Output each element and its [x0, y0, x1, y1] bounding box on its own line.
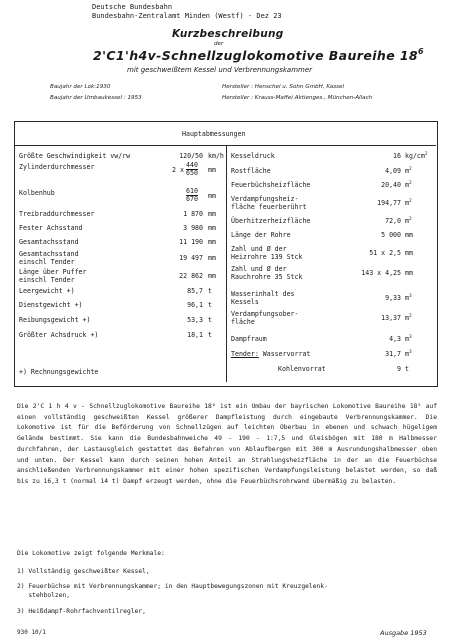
spec-unit: $m^2$ [405, 167, 412, 175]
spec-label: Kesseldruck [231, 152, 275, 160]
spec-label-2: Rauchrohre 35 Stck [231, 273, 303, 281]
spec-label: Rostfläche [231, 167, 271, 175]
features-intro: Die Lokomotive zeigt folgende Merkmale: [17, 550, 165, 557]
spec-value: 4,09 [385, 167, 401, 175]
spec-label: Zahl und Ø der [231, 245, 287, 253]
feature-item: 2) Feuerbüchse mit Verbrennungskammer; in den Hauptbewegungszonen mit Kreuzgelenk- [17, 583, 328, 590]
spec-label: Verdampfungsober- [231, 310, 299, 318]
spec-value: 16 [393, 152, 401, 160]
spec-value: 194,77 [377, 199, 401, 207]
locomotive-subtitle: mit geschweißtem Kessel und Verbrennungskammer [127, 66, 313, 74]
spec-value: 18,1 [187, 331, 203, 339]
spec-unit: $kg/cm^2$ [405, 152, 428, 160]
table-column-divider [226, 146, 227, 382]
spec-label-2: Kessels [231, 298, 259, 306]
spec-unit: t [208, 301, 212, 309]
spec-label: Größter Achsdruck +) [19, 331, 99, 339]
spec-label: Treibraddurchmesser [19, 210, 95, 218]
feature-item: 1) Vollständig geschweißter Kessel, [17, 568, 150, 575]
spec-label: Kolbenhub [19, 189, 55, 197]
spec-value: 51 x 2,5 [369, 249, 401, 257]
spec-label: Dampfraum [231, 335, 267, 343]
unit-exponent: 2 [408, 314, 412, 319]
table-footnote: +) Rechnungsgewichte [19, 368, 99, 376]
spec-value: 5 000 [381, 231, 401, 239]
hersteller-2: Hersteller : Krauss-Maffei Aktienges., München-Allach [222, 95, 373, 101]
spec-unit: km/h [208, 152, 224, 160]
spec-value: 11 190 [179, 238, 203, 246]
table-heading: Hauptabmessungen [182, 130, 246, 138]
unit-exponent: 3 [408, 350, 412, 355]
spec-value: 9,33 [385, 294, 401, 302]
feature-item: stehbolzen, [17, 592, 71, 599]
spec-label: Gesamtachsstand [19, 238, 79, 246]
spec-value: 143 x 4,25 [361, 269, 401, 277]
unit-exponent: 2 [408, 167, 412, 172]
spec-unit: mm [208, 238, 216, 246]
spec-fraction [186, 162, 198, 177]
spec-label-2: einschl Tender [19, 258, 75, 266]
spec-label: Überhitzerheizfläche [231, 217, 311, 225]
spec-value: 72,0 [385, 217, 401, 225]
doc-title-der: der [214, 41, 224, 47]
spec-unit: t [405, 365, 409, 373]
spec-value: 1 870 [183, 210, 203, 218]
spec-label: Leergewicht +) [19, 287, 75, 295]
spec-unit: t [208, 287, 212, 295]
tender-label: Tender: [231, 350, 259, 358]
spec-unit: mm [405, 231, 413, 239]
baujahr-umbau: Baujahr der Umbaukessel : 1953 [50, 95, 142, 101]
spec-label: Zylinderdurchmesser [19, 163, 95, 171]
spec-label-2: fläche feuerberührt [231, 203, 307, 211]
spec-label: Verdampfungsheiz- [231, 195, 299, 203]
unit-exponent: 3 [408, 335, 412, 340]
spec-label: Fester Achsstand [19, 224, 83, 232]
spec-value: 85,7 [187, 287, 203, 295]
spec-value: 96,1 [187, 301, 203, 309]
spec-label-2: fläche [231, 318, 255, 326]
unit-exponent: 2 [408, 181, 412, 186]
fraction-numerator: 440 [186, 161, 198, 169]
spec-prefix: 2 x [172, 166, 184, 174]
locomotive-title: 2'C1'h4v-Schnellzuglokomotive Baureihe $18^6$ [93, 47, 424, 63]
unit-exponent: 3 [408, 294, 412, 299]
spec-value: 4,3 [389, 335, 401, 343]
spec-label-2: einschl Tender [19, 276, 75, 284]
spec-unit: $m^2$ [405, 199, 412, 207]
unit-exponent: 2 [424, 152, 428, 157]
spec-label: Länge über Puffer [19, 268, 87, 276]
spec-label: Gesamtachsstand [19, 250, 79, 258]
spec-label: Dienstgewicht +) [19, 301, 83, 309]
fraction-denominator: 670 [186, 195, 198, 203]
hersteller-1: Hersteller : Henschel u. Sohn GmbH, Kassel [222, 84, 345, 90]
doc-title: Kurzbeschreibung [172, 28, 284, 40]
spec-unit: mm [208, 210, 216, 218]
spec-value: 13,37 [381, 314, 401, 322]
spec-label-2: Heizrohre 139 Stck [231, 253, 303, 261]
spec-unit: $m^2$ [405, 181, 412, 189]
spec-unit: t [208, 331, 212, 339]
unit-exponent: 2 [408, 199, 412, 204]
spec-label: Größte Geschwindigkeit vw/rw [19, 152, 131, 160]
spec-unit: mm [405, 249, 413, 257]
org-line-2: Bundesbahn-Zentralamt Minden (Westf) - Dez 23 [92, 12, 282, 20]
spec-unit: mm [208, 192, 216, 200]
spec-unit: $m^3$ [405, 294, 412, 302]
fraction-denominator: 650 [186, 169, 198, 177]
spec-label: Zahl und Ø der [231, 265, 287, 273]
spec-label: Feuerbüchsheizfläche [231, 181, 311, 189]
spec-value: 53,3 [187, 316, 203, 324]
org-line-1: Deutsche Bundesbahn [92, 3, 173, 11]
spec-label: Reibungsgewicht +) [19, 316, 91, 324]
spec-label: Länge der Rohre [231, 231, 291, 239]
spec-unit: mm [405, 269, 413, 277]
spec-unit: $m^3$ [405, 335, 412, 343]
spec-label: Wasserinhalt des [231, 290, 295, 298]
fraction-numerator: 610 [186, 187, 198, 195]
spec-value: 20,40 [381, 181, 401, 189]
spec-unit: t [208, 316, 212, 324]
spec-unit: mm [208, 254, 216, 262]
baujahr-lok: Baujahr der Lok:1930 [50, 84, 111, 90]
spec-label: Kohlenvorrat [278, 365, 326, 373]
spec-unit: $m^2$ [405, 314, 412, 322]
description-paragraph: Die 2'C 1 h 4 v - Schnellzuglokomotive Baureihe 18⁶ ist ein Umbau der bayrischen Lokomotive Baureihe 18⁵ auf einen vollständig geschweißten Kessel größerer Dampfleistung durch eingebaute Verbrennungskammer. Die Lokomotive ist für die Beförderung von Schnellzügen auf leichten Oberbau in ebenen und schwach hügeligem Gelände bestimmt. Sie kann die Bundesbahnweiche 49 - 190 - 1:7,5 und Gleisbögen mit 180 m Halbmesser durchfahren, der Lastausgleich gestattet das Befahren von Ablaufbergen mit 300 m Ausrundungshalbmesser oben und unten. Der Kessel kann durch seinen hohen Anteil an Strahlungsheizfläche in der an die Feuerbüchse anschließenden Verbrennungskammer mit einer hohen spezifischen Verdampfungsleistung belastet werden, so daß bis zu 16,3 t (normal 14 t) Dampf erzeugt werden, ohne die Feuerbüchsrohrwand übermäßig zu belasten. [17, 403, 437, 485]
spec-unit: $m^2$ [405, 217, 412, 225]
spec-unit: mm [208, 166, 216, 174]
unit-exponent: 2 [408, 217, 412, 222]
spec-fraction [186, 188, 198, 203]
spec-value: 31,7 [385, 350, 401, 358]
spec-unit: $m^3$ [405, 350, 412, 358]
spec-value: 22 862 [179, 272, 203, 280]
edition: Ausgabe 1953 [380, 629, 427, 637]
spec-value: 120/50 [179, 152, 203, 160]
spec-value: 19 497 [179, 254, 203, 262]
spec-value: 3 980 [183, 224, 203, 232]
spec-value: 9 [397, 365, 401, 373]
spec-unit: mm [208, 272, 216, 280]
spec-unit: mm [208, 224, 216, 232]
feature-item: 3) Heißdampf-Rohrfachventilregler, [17, 608, 146, 615]
doc-code: 930 10/1 [17, 629, 46, 636]
spec-label: Tender: Wasservorrat [231, 350, 311, 358]
